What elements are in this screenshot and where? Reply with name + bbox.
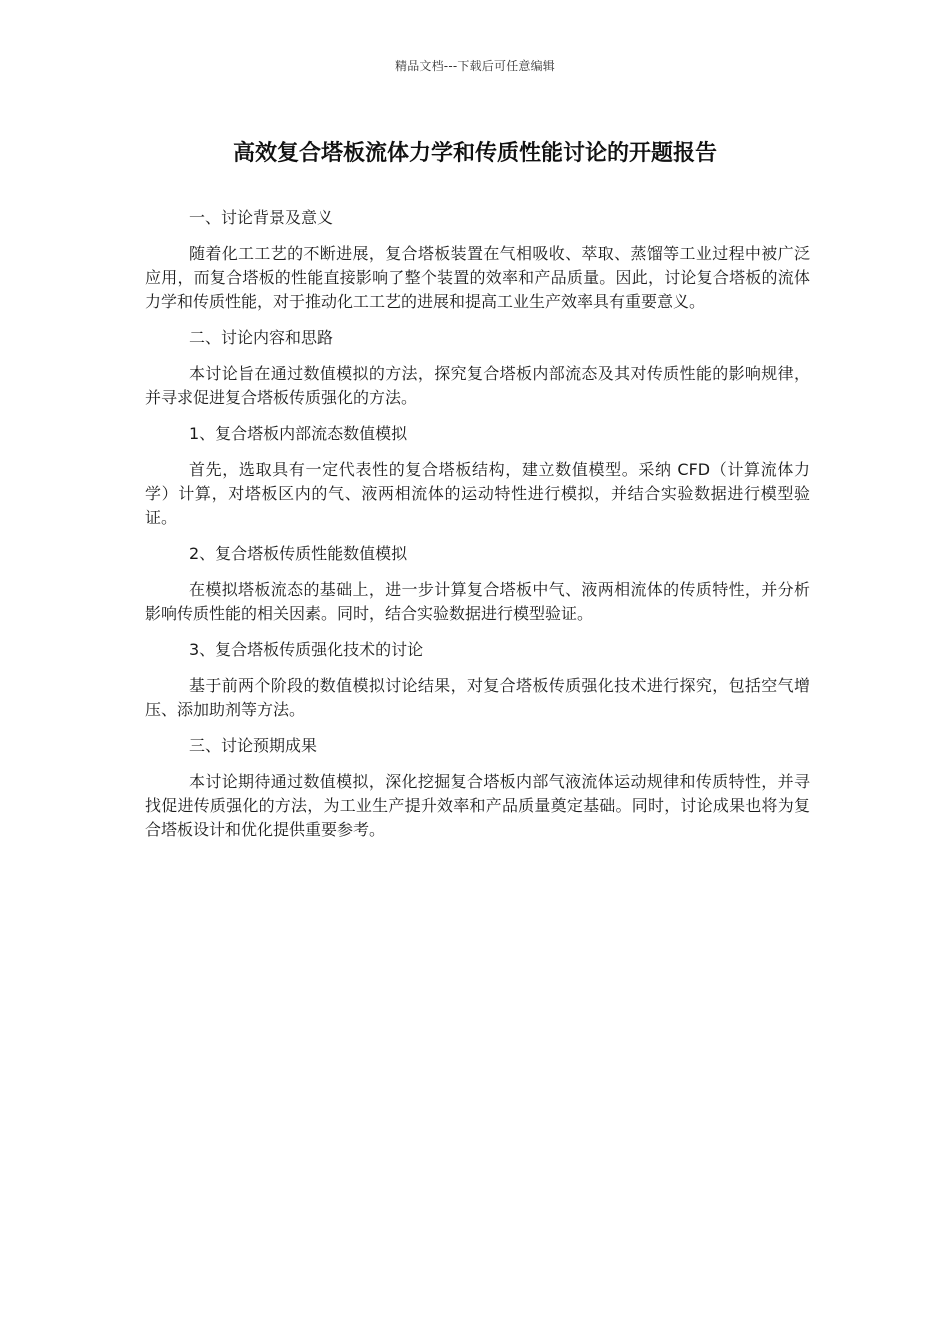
subsection-heading-flow-simulation: 1、复合塔板内部流态数值模拟 — [189, 424, 408, 443]
paragraph-expected-results: 本讨论期待通过数值模拟，深化挖掘复合塔板内部气液流体运动规律和传质特性，并寻找促进传质强化的方法，为工业生产提升效率和产品质量奠定基础。同时，讨论成果也将为复合塔板设计和优化提供重要参考。 — [145, 772, 810, 839]
section-heading-background: 一、讨论背景及意义 — [189, 208, 334, 227]
document-body — [145, 206, 810, 854]
paragraph-mass-transfer-simulation: 在模拟塔板流态的基础上，进一步计算复合塔板中气、液两相流体的传质特性，并分析影响传质性能的相关因素。同时，结合实验数据进行模型验证。 — [145, 580, 810, 623]
document-title: 高效复合塔板流体力学和传质性能讨论的开题报告 — [232, 141, 717, 166]
paragraph-background: 随着化工工艺的不断进展，复合塔板装置在气相吸收、萃取、蒸馏等工业过程中被广泛应用，而复合塔板的性能直接影响了整个装置的效率和产品质量。因此，讨论复合塔板的流体力学和传质性能，对于推动化工工艺的进展和提高工业生产效率具有重要意义。 — [145, 244, 810, 311]
subsection-heading-mass-transfer-simulation: 2、复合塔板传质性能数值模拟 — [189, 544, 408, 563]
subsection-heading-enhancement: 3、复合塔板传质强化技术的讨论 — [189, 640, 424, 659]
paragraph-enhancement: 基于前两个阶段的数值模拟讨论结果，对复合塔板传质强化技术进行探究，包括空气增压、添加助剂等方法。 — [145, 676, 810, 719]
paragraph-flow-simulation: 首先，选取具有一定代表性的复合塔板结构，建立数值模型。采纳 CFD（计算流体力学）计算，对塔板区内的气、液两相流体的运动特性进行模拟，并结合实验数据进行模型验证。 — [145, 460, 810, 527]
section-heading-expected-results: 三、讨论预期成果 — [189, 736, 318, 755]
paragraph-content: 本讨论旨在通过数值模拟的方法，探究复合塔板内部流态及其对传质性能的影响规律，并寻求促进复合塔板传质强化的方法。 — [145, 364, 810, 407]
header-note: 精品文档---下载后可任意编辑 — [395, 59, 555, 73]
section-heading-content: 二、讨论内容和思路 — [189, 328, 334, 347]
